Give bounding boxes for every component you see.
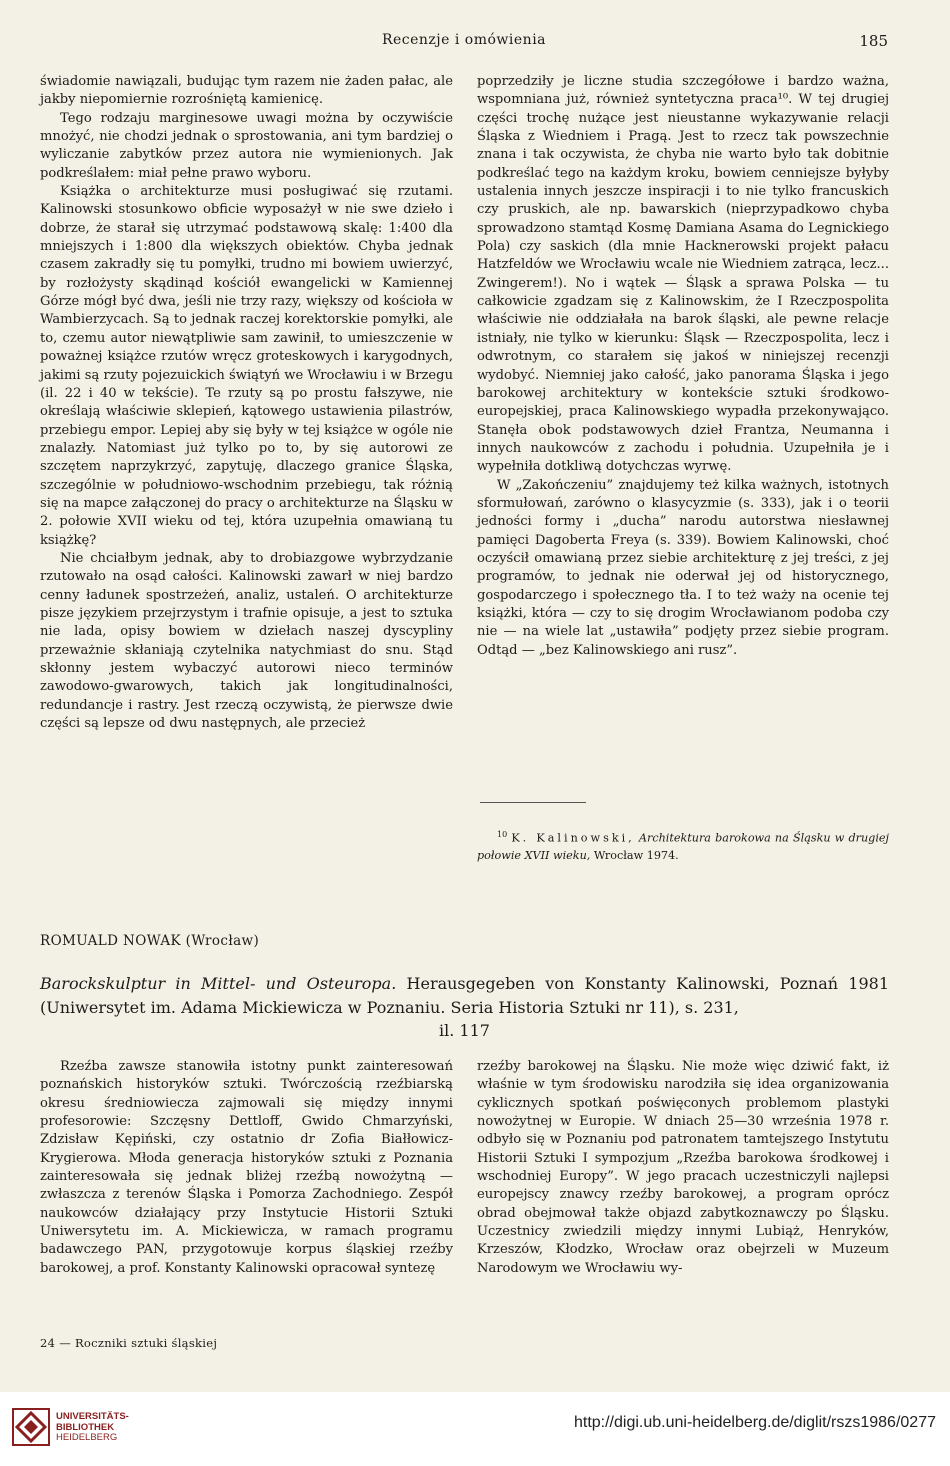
footnote [477,826,889,864]
paragraph: świadomie nawiązali, budując tym razem nie żaden pałac, ale jakby niepomiernie rozrośniętą kamienicę. [40,74,453,108]
paragraph: Rzeźba zawsze stanowiła istotny punkt zainteresowań poznańskich historyków sztuki. Twórczością rzeźbiarską okresu średniowiecza zajmowali się między innymi profesorowie: Szczęsny Dettloff, Gwido Chmarzyński, Zdzisław Kępiński, czy ostatnio dr Zofia Białłowicz-Krygierowa. Młoda generacja historyków sztuki z Poznania zainteresowała się jednak bliżej rzeźbą nowożytną — zwłaszcza z terenów Śląska i Pomorza Zachodniego. Zespół naukowców działający przy Instytucie Historii Sztuki Uniwersytetu im. A. Mickiewicza, w ramach programu badawczego PAN, przygotowuje korpus śląskiej rzeźby barokowej, a prof. Konstanty Kalinowski opracował syntezę [40,1059,453,1276]
digitization-strip [0,1392,950,1466]
paragraph: Tego rodzaju marginesowe uwagi można by oczywiście mnożyć, nie chodzi jednak o sprostowania, ani tym bardziej o wyliczanie zabytków przez autora nie wymienionych. Jak podkreślałem: miał pełne prawo wyboru. [40,110,453,181]
library-name [56,1412,129,1444]
footnote-number: 10 [497,830,508,839]
page-number: 185 [859,32,888,50]
footnote-author: K. Kalinowski, [511,831,635,845]
library-line: HEIDELBERG [56,1432,118,1443]
top-left-column [40,73,453,733]
paragraph: W „Zakończeniu” znajdujemy też kilka ważnych, istotnych sformułowań, zarówno o klasycyzmie (s. 333), jak i o teorii jedności formy i „ducha” narodu autorstwa niesławnej pamięci Dagoberta Freya (s. 339). Bowiem Kalinowski, choć oczyścił omawianą przez siebie architekturę z jej treści, z jej programów, to jednak nie oderwał jej od historycznego, gospodarczego i społecznego tła. I to też waży na ocenie tej książki, która — czy to się drogim Wrocławianom podoba czy nie — na wiele lat „ustawiła” podjęty przez siebie program. Odtąd — „bez Kalinowskiego ani rusz”. [477,477,889,658]
paragraph: rzeźby barokowej na Śląsku. Nie może więc dziwić fakt, iż właśnie w tym środowisku narodziła się idea organizowania cyklicznych spotkań poświęconych problemom plastyki nowożytnej w Europie. W dniach 25—30 września 1978 r. odbyło się w Poznaniu pod patronatem tamtejszego Instytutu Historii Sztuki I sympozjum „Rzeźba barokowa środkowej i wschodniej Europy”. W jego pracach uczestniczyli najlepsi europejscy znawcy rzeźby barokowej, a program oprócz obrad obejmował także objazd zabytkoznawczy po Śląsku. Uczestnicy zwiedzili między innymi Lubiąż, Henryków, Krzeszów, Kłodzko, Wrocław oraz obejrzeli w Muzeum Narodowym we Wrocławiu wy- [477,1059,889,1276]
book-illustrations: il. 117 [439,1021,490,1040]
page-footer: 24 — Roczniki sztuki śląskiej [40,1336,218,1350]
permalink-url[interactable]: http://digi.ub.uni-heidelberg.de/diglit/rszs1986/0277 [573,1414,936,1431]
top-right-column [477,73,889,660]
library-line: BIBLIOTHEK [56,1421,115,1433]
review-author: ROMUALD NOWAK (Wrocław) [40,933,260,949]
bottom-left-column [40,1058,453,1278]
book-details: Herausgegeben von Konstanty Kalinowski, Poznań 1981 (Uniwersytet im. Adama Mickiewicza w Poznaniu. Seria Historia Sztuki nr 11), s. 231, [40,974,889,1017]
paragraph: Nie chciałbym jednak, aby to drobiazgowe wybrzydzanie rzutowało na osąd całości. Kalinowski zawarł w niej bardzo cenny ładunek spostrzeżeń, analiz, ustaleń. O architekturze pisze językiem przejrzystym i trafnie opisuje, a jest to sztuka nie lada, opisy bowiem w dziełach naszej dyscypliny przeważnie skłaniają czytelnika natychmiast do snu. Stąd skłonny jestem wybaczyć autorowi nieco terminów zawodowo-gwarowych, takich jak longitudinalności, redundancje i rastry. Jest rzeczą oczywistą, że pierwsze dwie części są lepsze od dwu następnych, ale przecież [40,550,453,732]
paragraph: poprzedziły je liczne studia szczegółowe i bardzo ważna, wspomniana już, również syntetyczna praca¹⁰. W tej drugiej części trochę nużące jest nieustanne wykazywanie relacji Śląska z Wiedniem i Pragą. Jest to rzecz tak powszechnie znana i tak oczywista, że chyba nie warto było tak dobitnie podkreślać tego na każdym kroku, bowiem cenniejsze byłyby ustalenia innych jeszcze inspiracji i to nie tylko francuskich czy pruskich, ale np. bawarskich (nieprzypadkowo chyba sprowadzono stamtąd Kosmę Damiana Asama do Legnickiego Pola) czy saskich (dla mnie Hacknerowski projekt pałacu Hatzfeldów we Wrocławiu wcale nie Wiedniem zatrąca, lecz... Zwingerem!). No i wątek — Śląsk a sprawa Polska — tu całkowicie zgadzam się z Kalinowskim, że I Rzeczpospolita właściwie nie oddziałała na barok śląski, ale pewne relacje istniały, nie tylko w kierunku: Śląsk — Rzeczpospolita, lecz i odwrotnym, co starałem się jakoś w niniejszej recenzji wydobyć. Niemniej jako całość, jako panorama Śląska i jego barokowej architektury w kontekście sztuki środkowo-europejskiej, praca Kalinowskiego wypadła przekonywająco. Stanęła obok podstawowych dzieł Frantza, Neumanna i innych naukowców z zachodu i południa. Uzupełniła je i wypełniła dotkliwą dotychczas wyrwę. [477,74,889,475]
footnote-divider [480,802,586,803]
book-title: Barockskulptur in Mittel- und Osteuropa. [40,974,397,993]
book-citation [40,972,889,1043]
library-logo-icon [12,1408,50,1446]
bottom-right-column [477,1058,889,1278]
library-line: UNIVERSITÄTS- [56,1411,129,1422]
page-header [40,32,888,54]
footnote-rest: Wrocław 1974. [593,848,679,862]
running-title: Recenzje i omówienia [381,32,547,48]
footnote-title: Architektura barokowa na Śląsku w drugiej połowie XVII wieku, [477,831,889,862]
paragraph: Książka o architekturze musi posługiwać się rzutami. Kalinowski stosunkowo obficie wyposażył w nie swe dzieło i dobrze, że starał się utrzymać podstawową skalę: 1:400 dla mniejszych i 1:800 dla większych obiektów. Chyba jednak czasem zakradły się tu pomyłki, trudno mi bowiem uwierzyć, by rozłożysty skądinąd kościół ewangelicki w Kamiennej Górze mógł być dwa, jeśli nie trzy razy, większy od kościoła w Wambierzycach. Są to jednak raczej korektorskie pomyłki, ale to, czemu autor niewątpliwie sam zawinił, to umieszczenie w poważnej książce rzutów wręcz groteskowych i karygodnych, jakimi są rzuty pojezuickich świątyń we Wrocławiu i w Brzegu (il. 22 i 40 w tekście). Te rzuty są po prostu fałszywe, nie określają właściwie sklepień, kątowego ustawienia pilastrów, przebiegu empor. Lepiej aby się były w tej książce w ogóle nie znalazły. Natomiast już tylko po to, by się autorowi ze szczętem naprzykrzyć, zapytuję, dlaczego granice Śląska, szczególnie w południowo-wschodnim przebiegu, tak różnią się na mapce załączonej do pracy o architekturze na Śląsku w 2. połowie XVII wieku od tej, która uzupełnia omawianą tu książkę? [40,184,453,548]
